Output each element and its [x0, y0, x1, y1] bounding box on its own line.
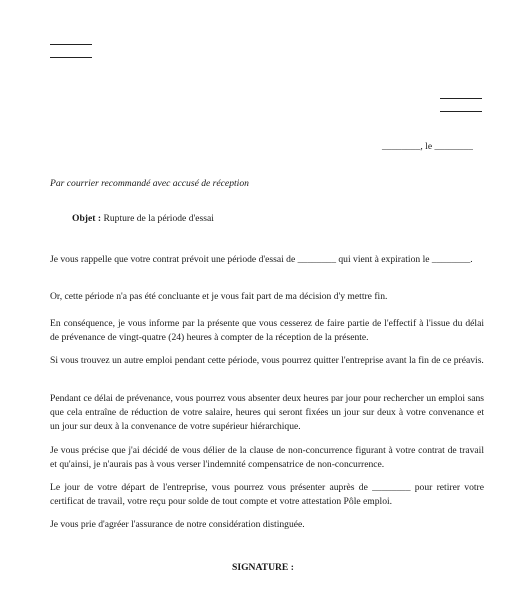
signature-label: SIGNATURE : [232, 562, 294, 573]
sender-blank-2 [50, 57, 92, 58]
paragraph-7: Le jour de votre départ de l'entreprise, vous pourrez vous présenter auprès de ________ pour retirer votre certificat de travail, votre reçu pour solde de tout compte et votre attestation Pôle emploi. [50, 482, 484, 507]
recipient-blank-2 [440, 111, 482, 112]
paragraph-2: Or, cette période n'a pas été concluante et je vous fait part de ma décision d'y mettre fin. [50, 291, 388, 302]
object-label: Objet : [72, 213, 102, 224]
date-line: ________, le ________ [382, 141, 473, 152]
paragraph-1: Je vous rappelle que votre contrat prévoit une période d'essai de ________ qui vient à expiration le ________. [50, 254, 473, 265]
mail-mode: Par courrier recommandé avec accusé de réception [50, 178, 249, 189]
paragraph-6: Je vous précise que j'ai décidé de vous délier de la clause de non-concurrence figurant à votre contrat de travail et qu'ainsi, je n'aurais pas à vous verser l'indemnité compensatrice de non-concurrence. [50, 445, 484, 470]
object-line [72, 212, 214, 225]
recipient-blank-1 [440, 98, 482, 99]
paragraph-3: En conséquence, je vous informe par la présente que vous cesserez de faire partie de l'effectif à l'issue du délai de prévenance de vingt-quatre (24) heures à compter de la réception de la présente. [50, 318, 484, 343]
object-text: Rupture de la période d'essai [103, 213, 214, 224]
paragraph-5: Pendant ce délai de prévenance, vous pourrez vous absenter deux heures par jour pour rechercher un emploi sans que cela entraîne de réduction de votre salaire, heures qui seront fixées un jour sur deux à votre convenance et un jour sur deux à la convenance de votre supérieur hiérarchique. [50, 393, 484, 432]
paragraph-4: Si vous trouvez un autre emploi pendant cette période, vous pourrez quitter l'entreprise avant la fin de ce préavis. [50, 355, 484, 366]
sender-blank-1 [50, 44, 92, 45]
paragraph-8: Je vous prie d'agréer l'assurance de notre considération distinguée. [50, 519, 305, 530]
